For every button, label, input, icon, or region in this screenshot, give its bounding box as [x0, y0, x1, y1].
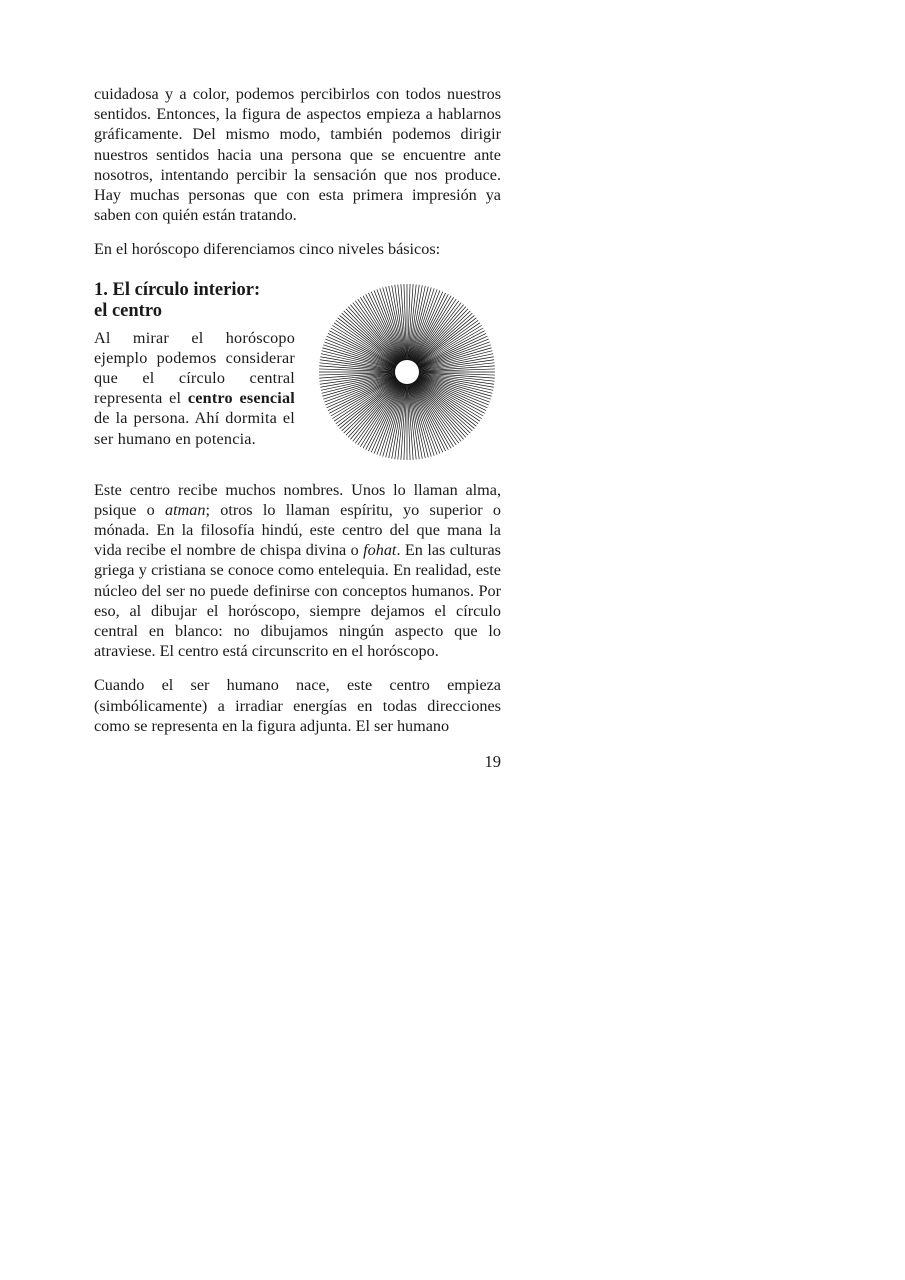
center-circle: [395, 360, 419, 384]
section-heading: [94, 280, 295, 322]
p1-italic-fohat: fohat: [363, 541, 397, 560]
section-text: [94, 280, 295, 449]
page-content: [94, 84, 501, 772]
section-text-bold: centro esencial: [187, 389, 295, 408]
section-heading-line1: 1. El círculo interior:: [94, 279, 261, 300]
p1-part-b: ; otros lo llaman espíritu, yo superior o mónada. En la filosofía hindú, este centro del que mana la vida recibe el nombre de chispa divina o: [94, 500, 501, 560]
section-text-a: Al mirar el horóscopo ejemplo podemos considerar que el círculo central representa el: [94, 328, 295, 408]
section-inner-circle: [94, 280, 501, 470]
section-paragraph: [94, 328, 295, 449]
paragraph-birth: Cuando el ser humano nace, este centro empieza (simbólicamente) a irradiar energías en todas direcciones como se representa en la figura adjunta. El ser humano: [94, 676, 501, 735]
paragraph-intro: cuidadosa y a color, podemos percibirlos con todos nuestros sentidos. Entonces, la figura de aspectos empieza a hablarnos gráficamente. Del mismo modo, también podemos dirigir nuestros sentidos hacia una persona que se encuentre ante nosotros, intentando percibir la sensación que nos produce. Hay muchas personas que con esta primera impresión ya saben con quién están tratando.: [94, 85, 501, 225]
paragraph-levels: En el horóscopo diferenciamos cinco niveles básicos:: [94, 240, 441, 259]
p1-part-a: Este centro recibe muchos nombres. Unos lo llaman alma, psique o: [94, 480, 501, 519]
paragraph-names: [94, 480, 501, 662]
radiating-center-icon: [318, 283, 496, 461]
p1-italic-atman: atman: [164, 500, 206, 519]
section-heading-line2: el centro: [94, 300, 162, 321]
section-text-b: de la persona. Ahí dormita el ser humano en potencia.: [94, 409, 295, 448]
page-number: 19: [484, 752, 501, 772]
p1-part-c: . En las culturas griega y cristiana se conoce como entelequia. En realidad, este núcleo del ser no puede definirse con conceptos humanos. Por eso, al dibujar el horóscopo, siempre dejamos el círculo central en blanco: no dibujamos ningún aspecto que lo atraviese. El centro está circunscrito en el horóscopo.: [94, 541, 501, 661]
